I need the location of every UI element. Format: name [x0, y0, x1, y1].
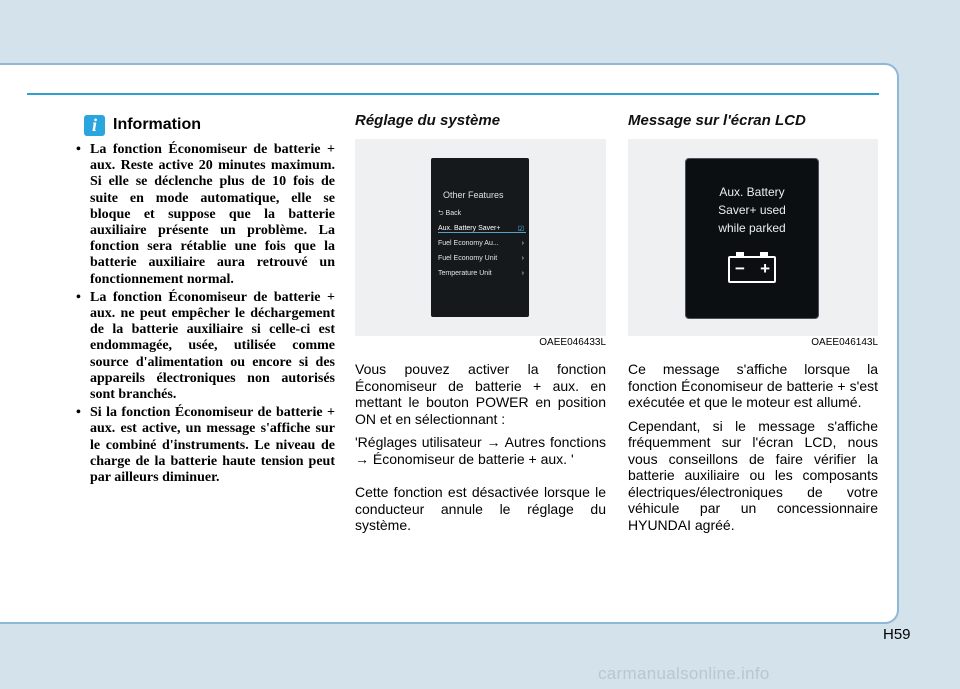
information-bullet-2: • La fonction Économiseur de batterie + aux. ne peut empêcher le déchargement de la batterie auxiliaire si celle-ci est endommagée, usée, utilisée comme source d'alimentation ou encore si des appareils électroniques non autorisés sont branchés.	[72, 290, 335, 403]
lcd-message-line: while parked	[718, 221, 786, 235]
watermark: carmanualsonline.info	[598, 664, 770, 683]
figure-code: OAEE046433L	[539, 337, 606, 348]
lcd-paragraph-1: Ce message s'affiche lorsque la fonction Économiseur de batterie + s'est exécutée et que le moteur est allumé.	[628, 361, 878, 410]
screen-menu-item-label: Fuel Economy Unit	[438, 255, 498, 262]
lcd-warning-screen	[685, 158, 819, 319]
lcd-message-line: Saver+ used	[718, 203, 786, 217]
page-number: H59	[883, 626, 911, 643]
chevron-right-icon: ›	[521, 240, 524, 247]
information-column	[72, 112, 335, 488]
settings-paragraph-3: Cette fonction est désactivée lorsque le conducteur annule le réglage du système.	[355, 484, 606, 533]
lcd-paragraph-2: Cependant, si le message s'affiche fréquemment sur l'écran LCD, nous vous conseillons de faire vérifier la batterie auxiliaire ou les composants électriques/électroniques de votre véhicule par un concessionnaire HYUNDAI agréé.	[628, 417, 878, 533]
settings-paragraph-2: 'Réglages utilisateur → Autres fonctions → Économiseur de batterie + aux. '	[355, 434, 606, 467]
information-list	[72, 142, 335, 486]
battery-icon: − +	[728, 256, 776, 283]
screen-menu-item-fuel-economy-auto	[438, 240, 526, 247]
screen-menu-item-label: Aux. Battery Saver+	[438, 225, 501, 232]
screen-back-item: ⮌ Back	[438, 210, 462, 217]
chevron-right-icon: ›	[521, 255, 524, 262]
screen-menu-title: Other Features	[443, 190, 504, 200]
lcd-message-line: Aux. Battery	[719, 185, 785, 199]
chevron-right-icon: ›	[521, 270, 524, 277]
settings-figure	[355, 139, 606, 336]
section-title-settings: Réglage du système	[355, 112, 501, 129]
information-header	[72, 112, 335, 138]
header-rule	[27, 93, 879, 95]
screen-menu-item-aux-battery	[438, 225, 526, 233]
settings-paragraph-1: Vous pouvez activer la fonction Économiseur de batterie + aux. en mettant le bouton POWER en position ON et en sélectionnant :	[355, 361, 606, 427]
lcd-message-text	[686, 183, 818, 237]
cluster-settings-screen	[431, 158, 529, 317]
system-settings-column	[355, 112, 606, 541]
screen-menu-item-label: Fuel Economy Au...	[438, 240, 499, 247]
screen-menu-item-label: Temperature Unit	[438, 270, 492, 277]
information-bullet-1: • La fonction Économiseur de batterie + aux. Reste active 20 minutes maximum. Si elle se déclenche plus de 10 fois de suite en mode automatique, elle se bloque et suppose que la batterie auxiliaire présente un problème. La fonction sera rétablie une fois que la batterie auxiliaire aura retrouvé un fonctionnement normal.	[72, 142, 335, 288]
information-title: Information	[113, 116, 201, 133]
figure-code: OAEE046143L	[811, 337, 878, 348]
info-icon: i	[84, 115, 105, 136]
screen-menu-item-fuel-economy-unit	[438, 255, 526, 262]
lcd-message-column	[628, 112, 878, 540]
information-bullet-3: • Si la fonction Économiseur de batterie + aux. est active, un message s'affiche sur le combiné d'instruments. Le niveau de charge de la batterie haute tension peut par ailleurs diminuer.	[72, 405, 335, 486]
screen-menu-item-temperature-unit	[438, 270, 526, 277]
checkbox-icon: ☑	[517, 226, 524, 233]
section-title-lcd: Message sur l'écran LCD	[628, 112, 806, 129]
lcd-figure	[628, 139, 878, 336]
